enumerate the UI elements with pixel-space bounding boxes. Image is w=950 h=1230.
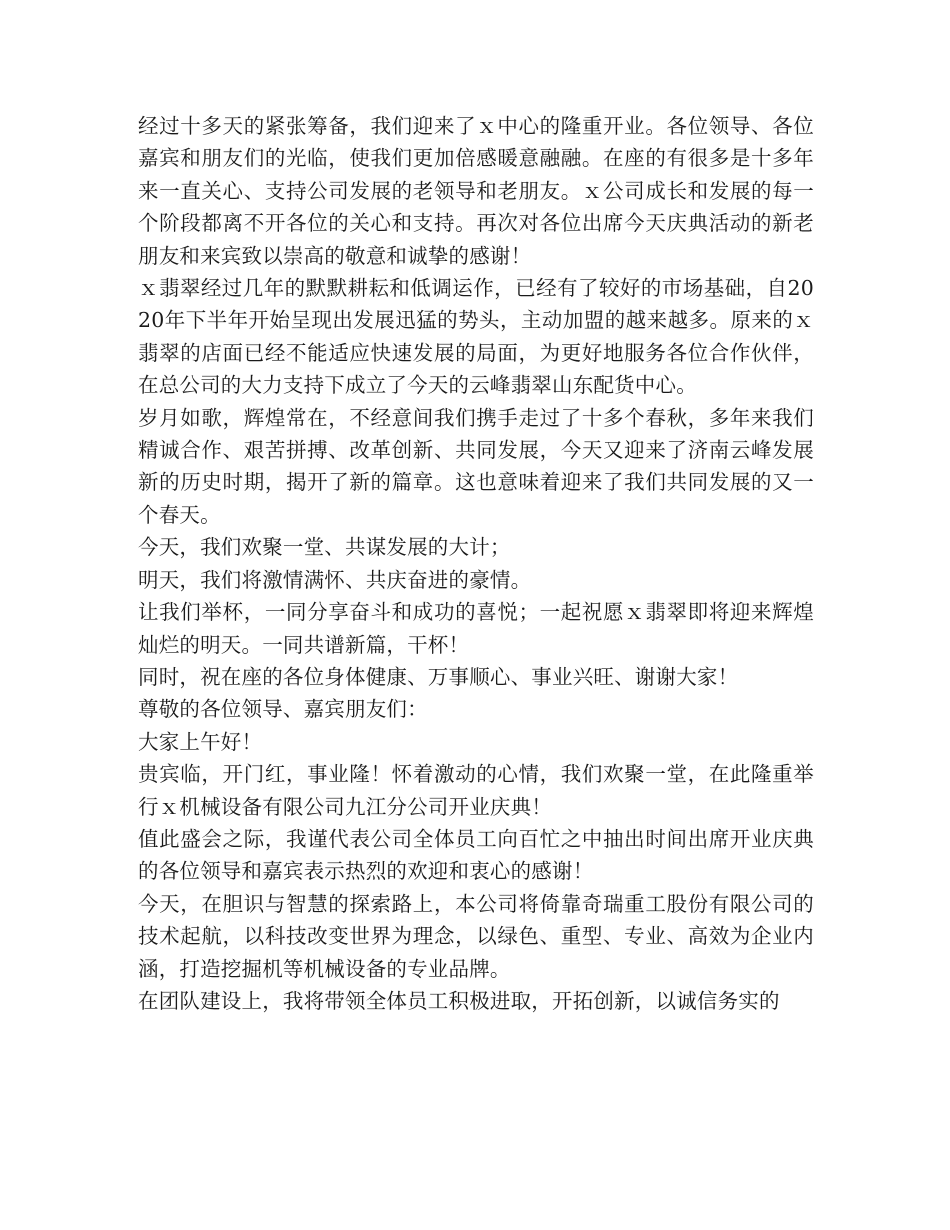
paragraph-12: 今天，在胆识与智慧的探索路上，本公司将倚靠奇瑞重工股份有限公司的技术起航，以科技改变世界为理念，以绿色、重型、专业、高效为企业内涵，打造挖掘机等机械设备的专业品牌。: [138, 891, 814, 981]
paragraph-7: 同时，祝在座的各位身体健康、万事顺心、事业兴旺、谢谢大家！: [138, 664, 739, 689]
paragraph-13: 在团队建设上，我将带领全体员工积极进取，开拓创新，以诚信务实的: [138, 988, 780, 1013]
paragraph-1: 经过十多天的紧张筹备，我们迎来了ｘ中心的隆重开业。各位领导、各位嘉宾和朋友们的光临，使我们更加倍感暖意融融。在座的有很多是十多年来一直关心、支持公司发展的老领导和老朋友。ｘ公司成长和发展的每一个阶段都离不开各位的关心和支持。再次对各位出席今天庆典活动的新老朋友和来宾致以崇高的敬意和诚挚的感谢！: [138, 114, 814, 268]
paragraph-8: 尊敬的各位领导、嘉宾朋友们：: [138, 697, 428, 722]
paragraph-2: ｘ翡翠经过几年的默默耕耘和低调运作，已经有了较好的市场基础，自2020年下半年开始呈现出发展迅猛的势头，主动加盟的越来越多。原来的ｘ翡翠的店面已经不能适应快速发展的局面，为更好地服务各位合作伙伴，在总公司的大力支持下成立了今天的云峰翡翠山东配货中心。: [138, 276, 814, 398]
paragraph-6: 让我们举杯，一同分享奋斗和成功的喜悦；一起祝愿ｘ翡翠即将迎来辉煌灿烂的明天。一同共谱新篇，干杯！: [138, 600, 814, 657]
paragraph-9: 大家上午好！: [138, 729, 263, 754]
paragraph-11: 值此盛会之际，我谨代表公司全体员工向百忙之中抽出时间出席开业庆典的各位领导和嘉宾表示热烈的欢迎和衷心的感谢！: [138, 826, 814, 884]
paragraph-5: 明天，我们将激情满怀、共庆奋进的豪情。: [138, 567, 532, 592]
document-body: [138, 110, 814, 1017]
paragraph-4: 今天，我们欢聚一堂、共谋发展的大计；: [138, 535, 511, 560]
paragraph-3: 岁月如歌，辉煌常在，不经意间我们携手走过了十多个春秋，多年来我们精诚合作、艰苦拼搏、改革创新、共同发展，今天又迎来了济南云峰发展新的历史时期，揭开了新的篇章。这也意味着迎来了我们共同发展的又一个春天。: [138, 405, 814, 527]
paragraph-10: 贵宾临，开门红，事业隆！怀着激动的心情，我们欢聚一堂，在此隆重举行ｘ机械设备有限公司九江分公司开业庆典！: [138, 762, 814, 819]
